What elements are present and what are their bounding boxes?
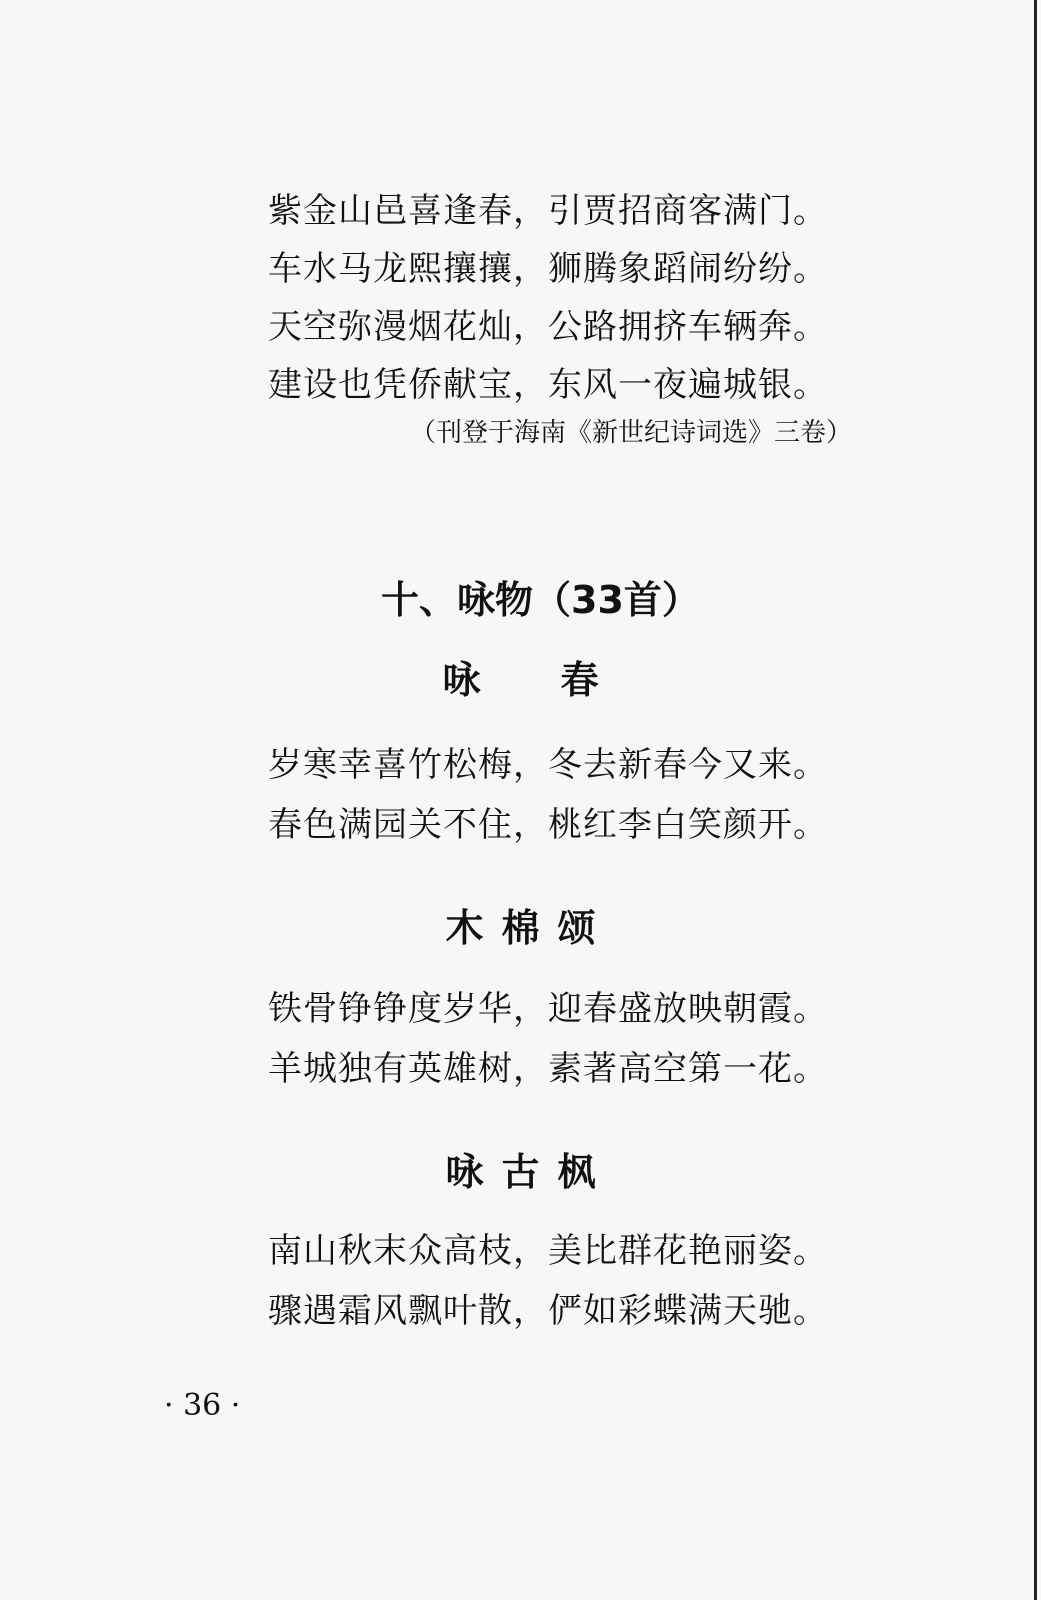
- poem-line: 骤遇霜风飘叶散，俨如彩蝶满天驰。: [268, 1291, 828, 1331]
- section-title-text: 十、咏物（33首）: [381, 578, 700, 622]
- poem-body-yong-chun: [268, 746, 828, 866]
- scan-edge-line: [1034, 0, 1037, 1600]
- poem-line: 南山秋末众高枝，美比群花艳丽姿。: [268, 1231, 828, 1271]
- poem-line: 紫金山邑喜逢春，引贾招商客满门。: [268, 191, 828, 231]
- poem-line: 春色满园关不住，桃红李白笑颜开。: [268, 805, 828, 845]
- poem-title-mumian-song: 木棉颂: [445, 906, 614, 950]
- poem-line: 岁寒幸喜竹松梅，冬去新春今又来。: [268, 745, 828, 785]
- poem-line: 羊城独有英雄树，素著高空第一花。: [268, 1049, 828, 1089]
- poem-line: 建设也凭侨献宝，东风一夜遍城银。: [268, 365, 828, 405]
- previous-poem: [268, 192, 828, 424]
- poem-line: 车水马龙熙攘攘，狮腾象蹈闹纷纷。: [268, 249, 828, 289]
- page-number: · 36 ·: [164, 1388, 241, 1423]
- poem-body-yong-gufeng: [268, 1232, 828, 1352]
- poem-line: 天空弥漫烟花灿，公路拥挤车辆奔。: [268, 307, 828, 347]
- poem-title-yong-chun: 咏春: [442, 658, 679, 702]
- poem-title-yong-gufeng: 咏古枫: [445, 1150, 614, 1194]
- poem-line: 铁骨铮铮度岁华，迎春盛放映朝霞。: [268, 989, 828, 1029]
- section-title: [0, 578, 1041, 622]
- publication-source-note: （刊登于海南《新世纪诗词选》三卷）: [410, 418, 853, 448]
- poem-body-mumian-song: [268, 990, 828, 1110]
